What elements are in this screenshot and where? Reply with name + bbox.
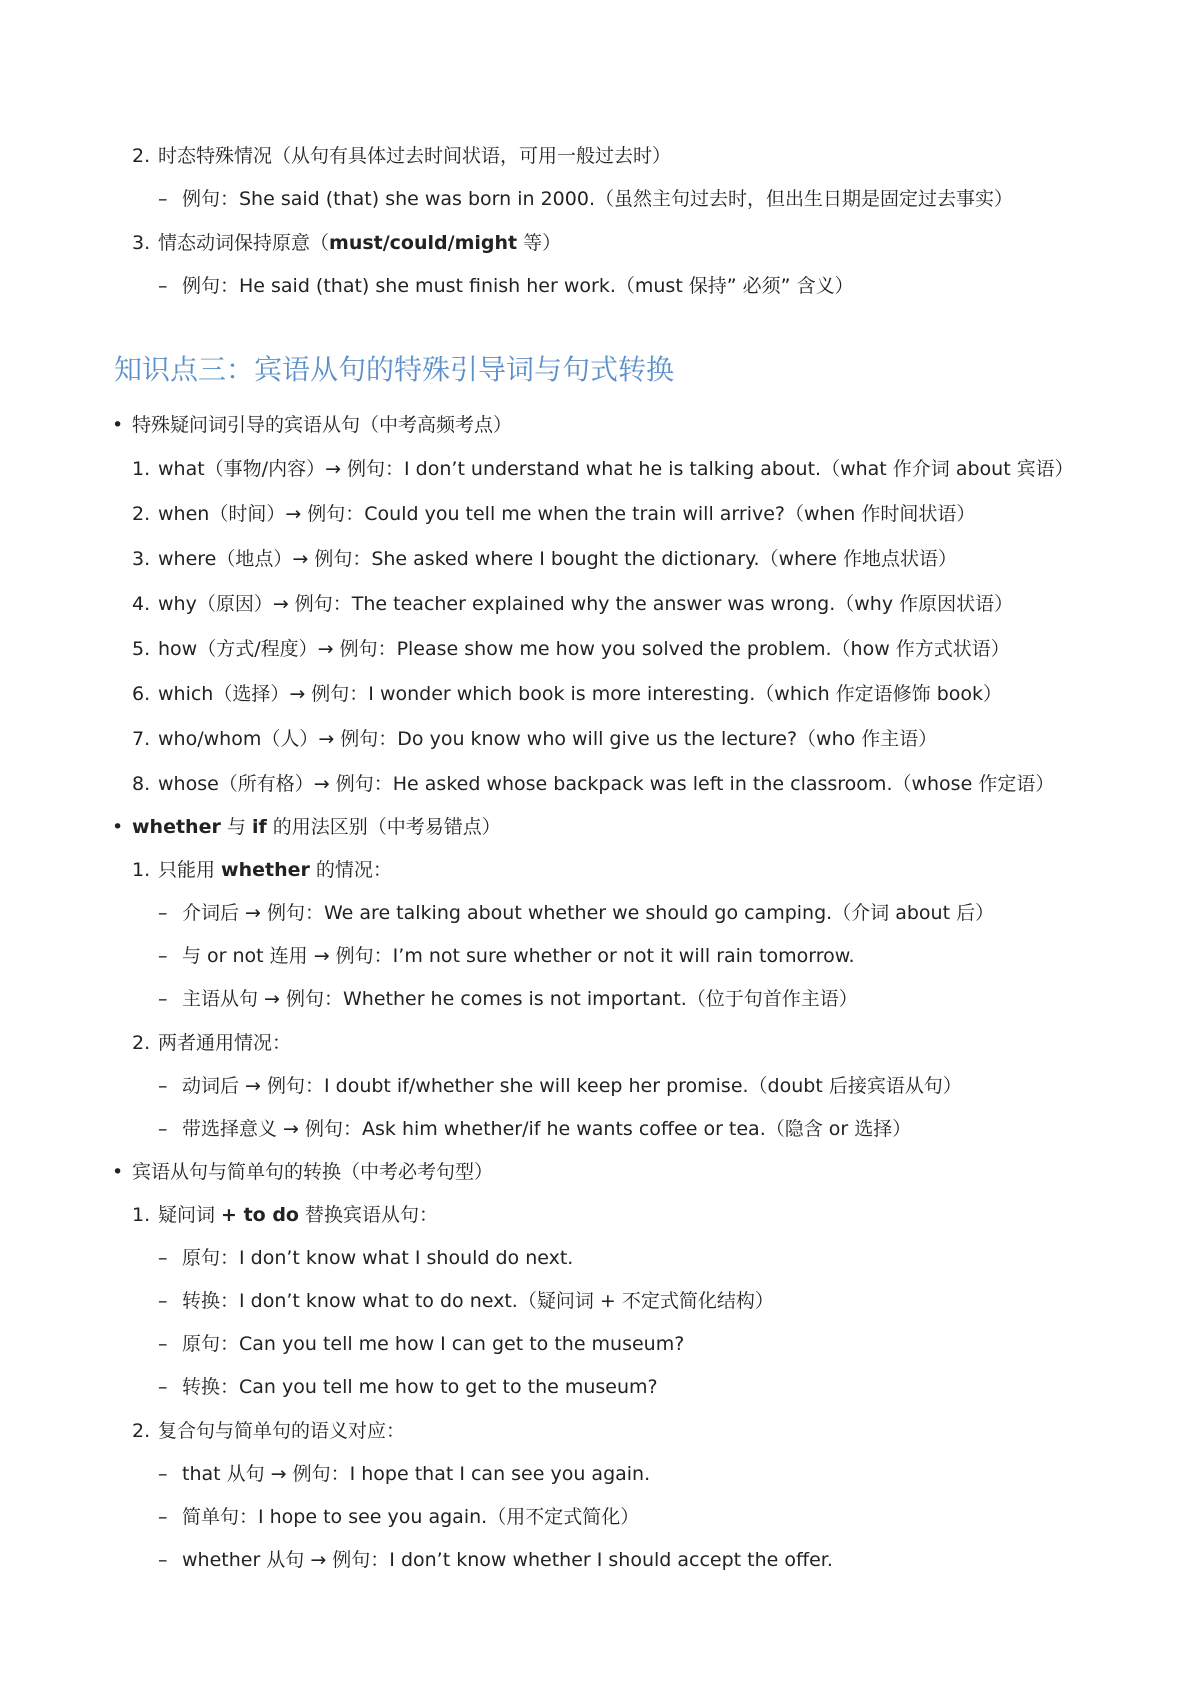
list-item-text-bold: + to do xyxy=(221,1204,299,1226)
list-item xyxy=(132,636,1010,662)
bullet-marker: • xyxy=(112,816,124,838)
list-item-text: 简单句：I hope to see you again.（用不定式简化） xyxy=(182,1506,640,1528)
list-marker: 2. xyxy=(132,1032,151,1054)
section-title-bold: if xyxy=(251,816,267,838)
list-marker: – xyxy=(158,1290,168,1312)
list-marker: – xyxy=(158,1118,168,1140)
list-item xyxy=(132,501,975,527)
list-marker: 6. xyxy=(132,683,151,705)
list-marker: – xyxy=(158,1333,168,1355)
list-item-text: 动词后 → 例句：I doubt if/whether she will keep her promise.（doubt 后接宾语从句） xyxy=(182,1075,962,1097)
list-item xyxy=(132,143,671,169)
list-marker: – xyxy=(158,188,168,210)
list-item xyxy=(132,857,392,883)
list-item xyxy=(132,456,1074,482)
list-marker: – xyxy=(158,988,168,1010)
list-item-text: whether 从句 → 例句：I don’t know whether I should accept the offer. xyxy=(182,1549,833,1571)
list-item-text: 介词后 → 例句：We are talking about whether we should go camping.（介词 about 后） xyxy=(182,902,995,924)
list-item xyxy=(158,1547,833,1573)
list-marker: – xyxy=(158,902,168,924)
list-item xyxy=(158,1374,658,1400)
section-title xyxy=(112,814,501,840)
list-item xyxy=(158,1504,639,1530)
section-title-text: 与 xyxy=(220,816,252,838)
list-marker: 2. xyxy=(132,145,151,167)
list-item xyxy=(132,1202,438,1228)
list-item-text: 时态特殊情况（从句有具体过去时间状语，可用一般过去时） xyxy=(158,145,672,167)
section-title-text: 的用法区别（中考易错点） xyxy=(266,816,501,838)
list-item xyxy=(158,1073,962,1099)
list-marker: – xyxy=(158,275,168,297)
list-item-text: 转换：Can you tell me how to get to the museum? xyxy=(182,1376,658,1398)
list-item xyxy=(132,591,1013,617)
list-item xyxy=(158,273,854,299)
list-item-text-post: 的情况： xyxy=(309,859,392,881)
list-item xyxy=(158,943,855,969)
list-item-text-post: 等） xyxy=(517,232,562,254)
list-item xyxy=(158,1245,573,1271)
list-item xyxy=(158,1331,684,1357)
list-marker: 4. xyxy=(132,593,151,615)
section-title xyxy=(112,1159,493,1185)
list-marker: 1. xyxy=(132,859,151,881)
bullet-marker: • xyxy=(112,1161,124,1183)
list-item-text: 原句：Can you tell me how I can get to the museum? xyxy=(182,1333,685,1355)
list-item-text: whose（所有格）→ 例句：He asked whose backpack was left in the classroom.（whose 作定语） xyxy=(158,773,1055,795)
section-title-text: 特殊疑问词引导的宾语从句（中考高频考点） xyxy=(132,414,513,436)
list-item-text-post: 替换宾语从句： xyxy=(299,1204,439,1226)
list-marker: – xyxy=(158,1506,168,1528)
list-item xyxy=(158,186,1013,212)
list-item-text: when（时间）→ 例句：Could you tell me when the train will arrive?（when 作时间状语） xyxy=(158,503,976,525)
list-item-text: 原句：I don’t know what I should do next. xyxy=(182,1247,574,1269)
list-item-text: that 从句 → 例句：I hope that I can see you again. xyxy=(182,1463,651,1485)
list-item-text: 例句：She said (that) she was born in 2000.（虽然主句过去时，但出生日期是固定过去事实） xyxy=(182,188,1013,210)
list-item-text: 与 or not 连用 → 例句：I’m not sure whether or not it will rain tomorrow. xyxy=(182,945,855,967)
list-marker: 7. xyxy=(132,728,151,750)
list-item xyxy=(132,681,1002,707)
list-item xyxy=(132,230,561,256)
list-marker: – xyxy=(158,1075,168,1097)
list-item xyxy=(158,1116,911,1142)
section-title-text: 宾语从句与简单句的转换（中考必考句型） xyxy=(132,1161,494,1183)
list-marker: – xyxy=(158,945,168,967)
list-item xyxy=(158,900,994,926)
list-marker: 2. xyxy=(132,503,151,525)
list-item-text: which（选择）→ 例句：I wonder which book is more interesting.（which 作定语修饰 book） xyxy=(158,683,1003,705)
list-item xyxy=(132,1418,405,1444)
list-marker: 1. xyxy=(132,1204,151,1226)
bullet-marker: • xyxy=(112,414,124,436)
list-marker: 8. xyxy=(132,773,151,795)
list-item-text-pre: 疑问词 xyxy=(158,1204,222,1226)
list-item xyxy=(132,1030,291,1056)
list-item-text: who/whom（人）→ 例句：Do you know who will give us the lecture?（who 作主语） xyxy=(158,728,938,750)
list-item xyxy=(132,726,937,752)
list-item-text: why（原因）→ 例句：The teacher explained why the answer was wrong.（why 作原因状语） xyxy=(158,593,1014,615)
section-title-bold: whether xyxy=(132,816,221,838)
list-marker: – xyxy=(158,1247,168,1269)
list-item-text: 复合句与简单句的语义对应： xyxy=(158,1420,406,1442)
list-marker: 5. xyxy=(132,638,151,660)
list-item-text: where（地点）→ 例句：She asked where I bought the dictionary.（where 作地点状语） xyxy=(158,548,957,570)
list-item-text: how（方式/程度）→ 例句：Please show me how you solved the problem.（how 作方式状语） xyxy=(158,638,1010,660)
list-marker: 2. xyxy=(132,1420,151,1442)
list-item-text-bold: whether xyxy=(221,859,310,881)
list-marker: – xyxy=(158,1463,168,1485)
list-item-text: 带选择意义 → 例句：Ask him whether/if he wants coffee or tea.（隐含 or 选择） xyxy=(182,1118,912,1140)
list-item-text: 两者通用情况： xyxy=(158,1032,292,1054)
list-marker: 1. xyxy=(132,458,151,480)
list-item-text: 例句：He said (that) she must finish her work.（must 保持” 必须” 含义） xyxy=(182,275,854,297)
list-item xyxy=(132,771,1054,797)
list-marker: 3. xyxy=(132,548,151,570)
list-marker: 3. xyxy=(132,232,151,254)
list-item-text: 主语从句 → 例句：Whether he comes is not important.（位于句首作主语） xyxy=(182,988,858,1010)
list-item-text: 转换：I don’t know what to do next.（疑问词 + 不定式简化结构） xyxy=(182,1290,774,1312)
list-item-text-pre: 情态动词保持原意（ xyxy=(158,232,330,254)
section-heading: 知识点三：宾语从句的特殊引导词与句式转换 xyxy=(114,353,675,386)
list-item-text-pre: 只能用 xyxy=(158,859,222,881)
list-item-text: what（事物/内容）→ 例句：I don’t understand what he is talking about.（what 作介词 about 宾语） xyxy=(158,458,1074,480)
section-title xyxy=(112,412,512,438)
list-item xyxy=(158,1288,774,1314)
list-item-text-bold: must/could/might xyxy=(329,232,518,254)
list-item xyxy=(132,546,957,572)
list-marker: – xyxy=(158,1549,168,1571)
list-item xyxy=(158,986,858,1012)
list-item xyxy=(158,1461,650,1487)
list-marker: – xyxy=(158,1376,168,1398)
